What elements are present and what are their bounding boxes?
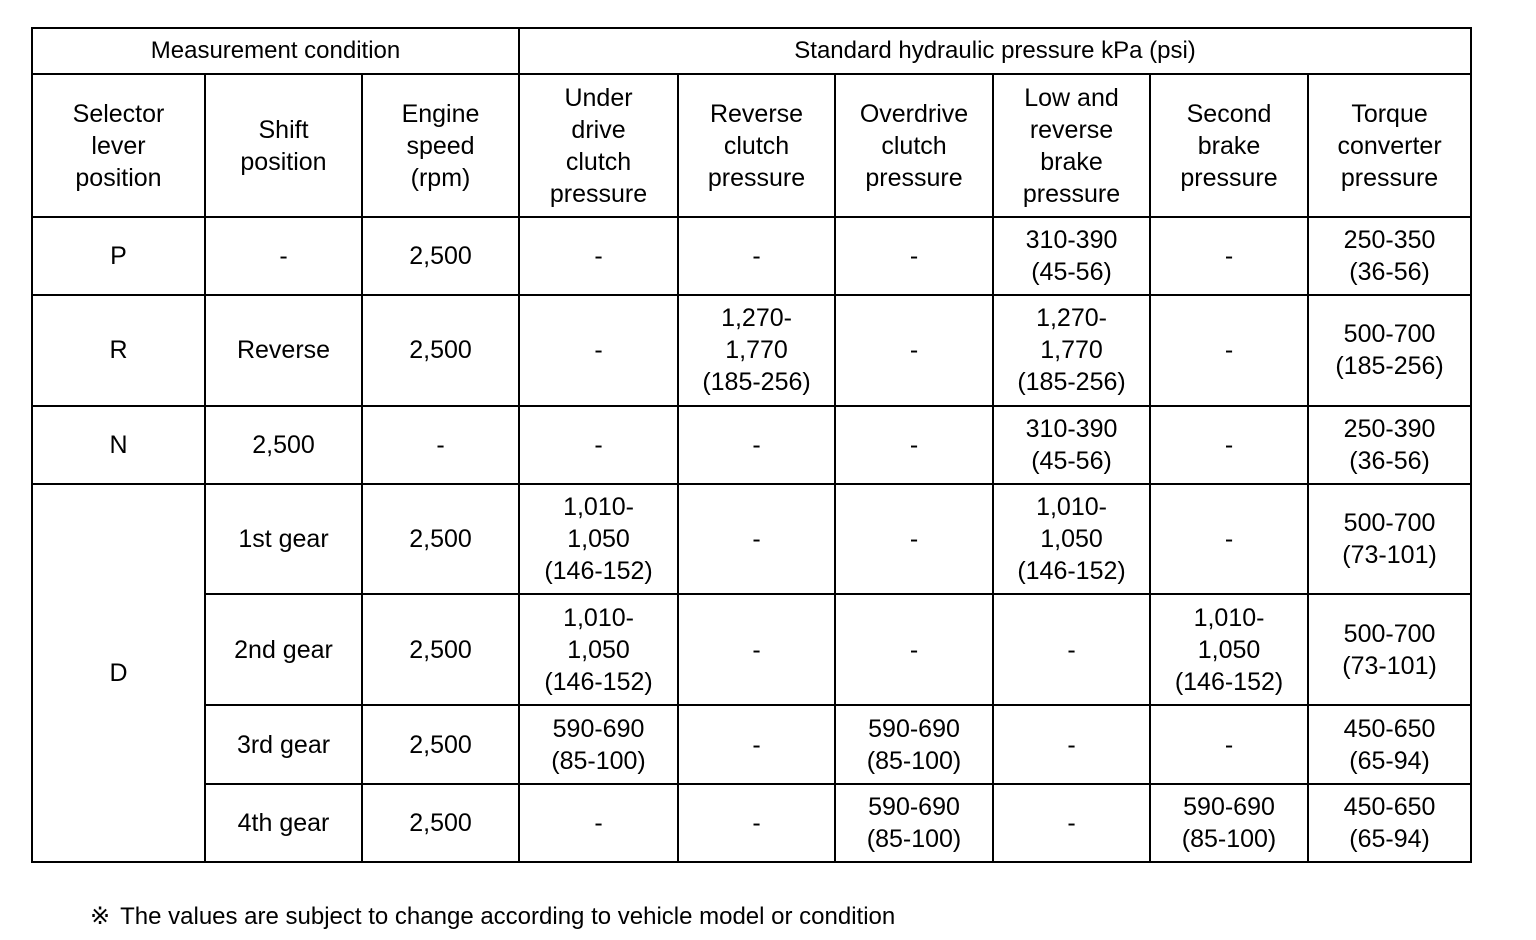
cell-overdrive-clutch: - [835, 406, 993, 484]
table-row [32, 594, 1471, 705]
cell-torque-converter: 250-390 (36-56) [1308, 406, 1471, 484]
cell-low-reverse-brake: 310-390 (45-56) [993, 406, 1150, 484]
column-header-row [32, 74, 1471, 217]
col-header-shift-position: Shift position [205, 74, 362, 217]
cell-shift-position: Reverse [205, 295, 362, 405]
cell-low-reverse-brake: - [993, 705, 1150, 783]
col-header-low-reverse-brake-pressure: Low and reverse brake pressure [993, 74, 1150, 217]
cell-engine-speed: 2,500 [362, 705, 519, 783]
cell-low-reverse-brake: - [993, 784, 1150, 862]
cell-second-brake: 1,010- 1,050 (146-152) [1150, 594, 1308, 705]
cell-overdrive-clutch: - [835, 594, 993, 705]
cell-torque-converter: 450-650 (65-94) [1308, 705, 1471, 783]
cell-engine-speed: 2,500 [362, 295, 519, 405]
cell-second-brake: 590-690 (85-100) [1150, 784, 1308, 862]
cell-second-brake: - [1150, 705, 1308, 783]
table-row [32, 784, 1471, 862]
table-row [32, 217, 1471, 295]
cell-shift-position: 4th gear [205, 784, 362, 862]
cell-torque-converter: 500-700 (73-101) [1308, 594, 1471, 705]
cell-underdrive-clutch: - [519, 295, 678, 405]
cell-selector-position: D [32, 484, 205, 862]
footnote [90, 902, 895, 932]
col-header-selector-lever-position: Selector lever position [32, 74, 205, 217]
cell-engine-speed: 2,500 [362, 784, 519, 862]
cell-shift-position: 2,500 [205, 406, 362, 484]
cell-reverse-clutch: - [678, 784, 835, 862]
cell-reverse-clutch: - [678, 406, 835, 484]
cell-low-reverse-brake: - [993, 594, 1150, 705]
measurement-condition-header: Measurement condition [32, 28, 519, 74]
cell-overdrive-clutch: - [835, 295, 993, 405]
cell-second-brake: - [1150, 484, 1308, 594]
col-header-overdrive-clutch-pressure: Overdrive clutch pressure [835, 74, 993, 217]
cell-underdrive-clutch: 1,010- 1,050 (146-152) [519, 484, 678, 594]
cell-engine-speed: 2,500 [362, 484, 519, 594]
cell-overdrive-clutch: - [835, 217, 993, 295]
cell-low-reverse-brake: 310-390 (45-56) [993, 217, 1150, 295]
cell-reverse-clutch: 1,270- 1,770 (185-256) [678, 295, 835, 405]
cell-engine-speed: 2,500 [362, 217, 519, 295]
col-header-second-brake-pressure: Second brake pressure [1150, 74, 1308, 217]
cell-overdrive-clutch: - [835, 484, 993, 594]
cell-shift-position: 2nd gear [205, 594, 362, 705]
cell-low-reverse-brake: 1,270- 1,770 (185-256) [993, 295, 1150, 405]
col-header-engine-speed: Engine speed (rpm) [362, 74, 519, 217]
hydraulic-pressure-table [31, 27, 1472, 863]
cell-torque-converter: 500-700 (185-256) [1308, 295, 1471, 405]
cell-torque-converter: 500-700 (73-101) [1308, 484, 1471, 594]
standard-pressure-header: Standard hydraulic pressure kPa (psi) [519, 28, 1471, 74]
cell-reverse-clutch: - [678, 594, 835, 705]
cell-underdrive-clutch: - [519, 217, 678, 295]
cell-overdrive-clutch: 590-690 (85-100) [835, 784, 993, 862]
cell-reverse-clutch: - [678, 217, 835, 295]
col-header-underdrive-clutch-pressure: Under drive clutch pressure [519, 74, 678, 217]
cell-underdrive-clutch: - [519, 406, 678, 484]
cell-second-brake: - [1150, 406, 1308, 484]
cell-engine-speed: - [362, 406, 519, 484]
cell-overdrive-clutch: 590-690 (85-100) [835, 705, 993, 783]
col-header-reverse-clutch-pressure: Reverse clutch pressure [678, 74, 835, 217]
cell-second-brake: - [1150, 295, 1308, 405]
reference-mark-icon: ※ [90, 903, 111, 930]
cell-shift-position: 3rd gear [205, 705, 362, 783]
cell-selector-position: N [32, 406, 205, 484]
footnote-text: The values are subject to change according to vehicle model or condition [120, 903, 896, 930]
cell-low-reverse-brake: 1,010- 1,050 (146-152) [993, 484, 1150, 594]
cell-reverse-clutch: - [678, 484, 835, 594]
cell-shift-position: - [205, 217, 362, 295]
cell-underdrive-clutch: - [519, 784, 678, 862]
cell-torque-converter: 250-350 (36-56) [1308, 217, 1471, 295]
cell-selector-position: R [32, 295, 205, 405]
table-row [32, 705, 1471, 783]
cell-torque-converter: 450-650 (65-94) [1308, 784, 1471, 862]
col-header-torque-converter-pressure: Torque converter pressure [1308, 74, 1471, 217]
cell-underdrive-clutch: 590-690 (85-100) [519, 705, 678, 783]
cell-selector-position: P [32, 217, 205, 295]
cell-shift-position: 1st gear [205, 484, 362, 594]
table-row [32, 484, 1471, 594]
group-header-row [32, 28, 1471, 74]
cell-second-brake: - [1150, 217, 1308, 295]
cell-underdrive-clutch: 1,010- 1,050 (146-152) [519, 594, 678, 705]
cell-engine-speed: 2,500 [362, 594, 519, 705]
table-row [32, 406, 1471, 484]
table-row [32, 295, 1471, 405]
cell-reverse-clutch: - [678, 705, 835, 783]
